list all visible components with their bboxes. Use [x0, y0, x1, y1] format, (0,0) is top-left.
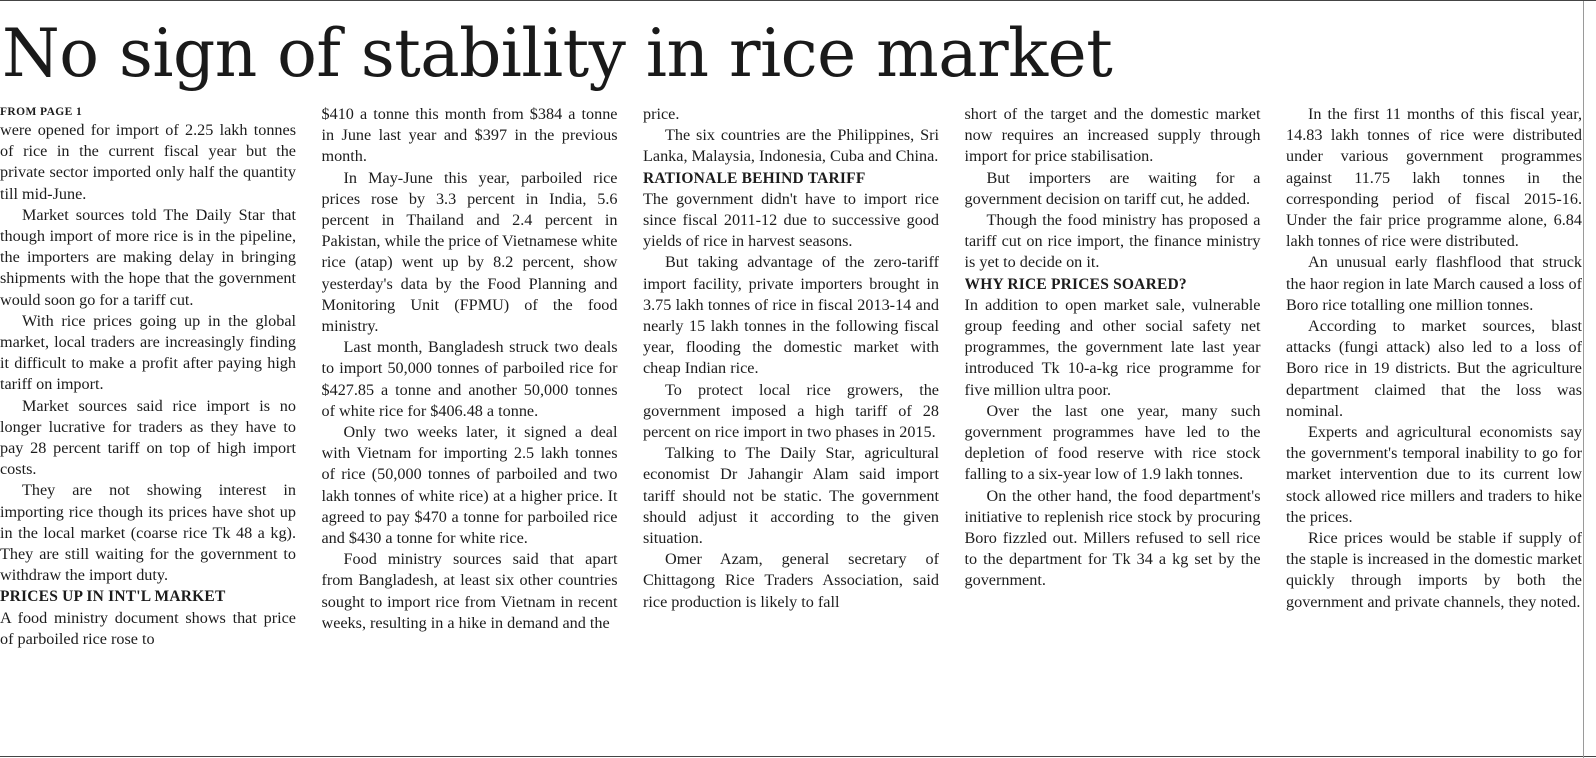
article-paragraph: Though the food ministry has proposed a tariff cut on rice import, the finance ministry is yet to decide on it.	[964, 211, 1261, 272]
article-paragraph: In addition to open market sale, vulnerable group feeding and other social safety net programmes, the government late last year introduced Tk 10-a-kg rice programme for five million ultra poor.	[964, 295, 1261, 399]
article-paragraph: In May-June this year, parboiled rice prices rose by 3.3 percent in India, 5.6 percent in Thailand and 2.4 percent in Pakistan, while the price of Vietnamese white rice (atap) went up by 8.2 percent, show yesterday's data by the Food Planning and Monitoring Unit (FPMU) of the food ministry.	[321, 168, 618, 336]
article-column-1	[0, 104, 296, 734]
article-paragraph: Food ministry sources said that apart from Bangladesh, at least six other countries sought to import rice from Vietnam in recent weeks, resulting in a hike in demand and the	[321, 550, 618, 632]
article-column-5	[1286, 104, 1582, 734]
article-column-2	[322, 104, 618, 734]
article-column-3	[643, 104, 939, 734]
article-paragraph: Only two weeks later, it signed a deal with Vietnam for importing 2.5 lakh tonnes of rice (50,000 tonnes of parboiled and two lakh tonnes of white rice) at a higher price. It agreed to pay $470 a tonne for parboiled rice and $430 a tonne for white rice.	[321, 423, 618, 548]
article-paragraph: short of the target and the domestic market now requires an increased supply through import for price stabilisation.	[964, 105, 1261, 166]
article-paragraph: $410 a tonne this month from $384 a tonne in June last year and $397 in the previous month.	[321, 105, 618, 166]
article-body	[0, 104, 1582, 734]
article-paragraph: Omer Azam, general secretary of Chittagong Rice Traders Association, said rice production is likely to fall	[643, 550, 939, 611]
article-paragraph: Experts and agricultural economists say the government's temporal inability to go for market intervention due to its current low stock allowed rice millers and traders to hike the prices.	[1286, 423, 1582, 526]
section-heading: WHY RICE PRICES SOARED?	[964, 275, 1187, 293]
article-paragraph: Market sources told The Daily Star that though import of more rice is in the pipeline, the importers are making delay in bringing shipments with the hope that the government would soon go for a tariff cut.	[0, 205, 296, 309]
article-paragraph: Market sources said rice import is no longer lucrative for traders as they have to pay 28 percent tariff on top of high import costs.	[0, 396, 296, 479]
article-paragraph: Last month, Bangladesh struck two deals to import 50,000 tonnes of parboiled rice for $427.85 a tonne and another 50,000 tonnes of white rice for $406.48 a tonne.	[321, 338, 618, 420]
article-paragraph: But importers are waiting for a government decision on tariff cut, he added.	[964, 168, 1261, 208]
article-paragraph: price.	[643, 105, 680, 123]
jump-label: FROM PAGE 1	[0, 106, 83, 118]
article-paragraph: But taking advantage of the zero-tariff import facility, private importers brought in 3.75 lakh tonnes of rice in fiscal 2013-14 and nearly 15 lakh tonnes in the following fiscal year, flooding the domestic market with cheap Indian rice.	[643, 253, 939, 378]
article-paragraph: The six countries are the Philippines, Sri Lanka, Malaysia, Indonesia, Cuba and China.	[643, 126, 939, 166]
article-paragraph: To protect local rice growers, the government imposed a high tariff of 28 percent on rice import in two phases in 2015.	[643, 380, 939, 442]
headline: No sign of stability in rice market	[2, 15, 1113, 92]
article-paragraph: On the other hand, the food department's initiative to replenish rice stock by procuring Boro fizzled out. Millers refused to sell rice to the department for Tk 34 a kg set by the government.	[964, 486, 1261, 590]
section-heading: PRICES UP IN INT'L MARKET	[0, 588, 226, 606]
article-column-4	[965, 104, 1261, 734]
article-paragraph: In the first 11 months of this fiscal year, 14.83 lakh tonnes of rice were distributed under various government programmes against 11.75 lakh tonnes in the corresponding period of fiscal 2015-16. Under the fair price programme alone, 6.84 lakh tonnes of rice were distributed.	[1286, 105, 1582, 251]
article-paragraph: With rice prices going up in the global market, local traders are increasingly finding it difficult to make a profit after paying high tariff on import.	[0, 311, 296, 394]
article-paragraph: A food ministry document shows that price of parboiled rice rose to	[0, 608, 296, 648]
article-paragraph: Rice prices would be stable if supply of the staple is increased in the domestic market quickly through imports by both the government and private channels, they noted.	[1286, 529, 1582, 611]
article-paragraph: Over the last one year, many such government programmes have led to the depletion of food reserve with rice stock falling to a six-year low of 1.9 lakh tonnes.	[964, 401, 1261, 484]
article-paragraph: An unusual early flashflood that struck the haor region in late March caused a loss of Boro rice totalling one million tonnes.	[1286, 253, 1582, 314]
article-paragraph: They are not showing interest in importing rice though its prices have shot up in the local market (coarse rice Tk 48 a kg). They are still waiting for the government to withdraw the import duty.	[0, 481, 296, 585]
article-paragraph: were opened for import of 2.25 lakh tonnes of rice in the current fiscal year but the private sector imported only half the quantity till mid-June.	[0, 121, 296, 203]
section-heading: RATIONALE BEHIND TARIFF	[643, 169, 866, 187]
column-rule	[1583, 1, 1584, 758]
article-paragraph: According to market sources, blast attacks (fungi attack) also led to a loss of Boro rice in 19 districts. But the agriculture department claimed that the loss was nominal.	[1286, 317, 1582, 420]
article-paragraph: The government didn't have to import rice since fiscal 2011-12 due to successive good yields of rice in harvest seasons.	[643, 189, 939, 251]
article-paragraph: Talking to The Daily Star, agricultural economist Dr Jahangir Alam said import tariff should not be static. The government should adjust it according to the given situation.	[643, 444, 939, 548]
